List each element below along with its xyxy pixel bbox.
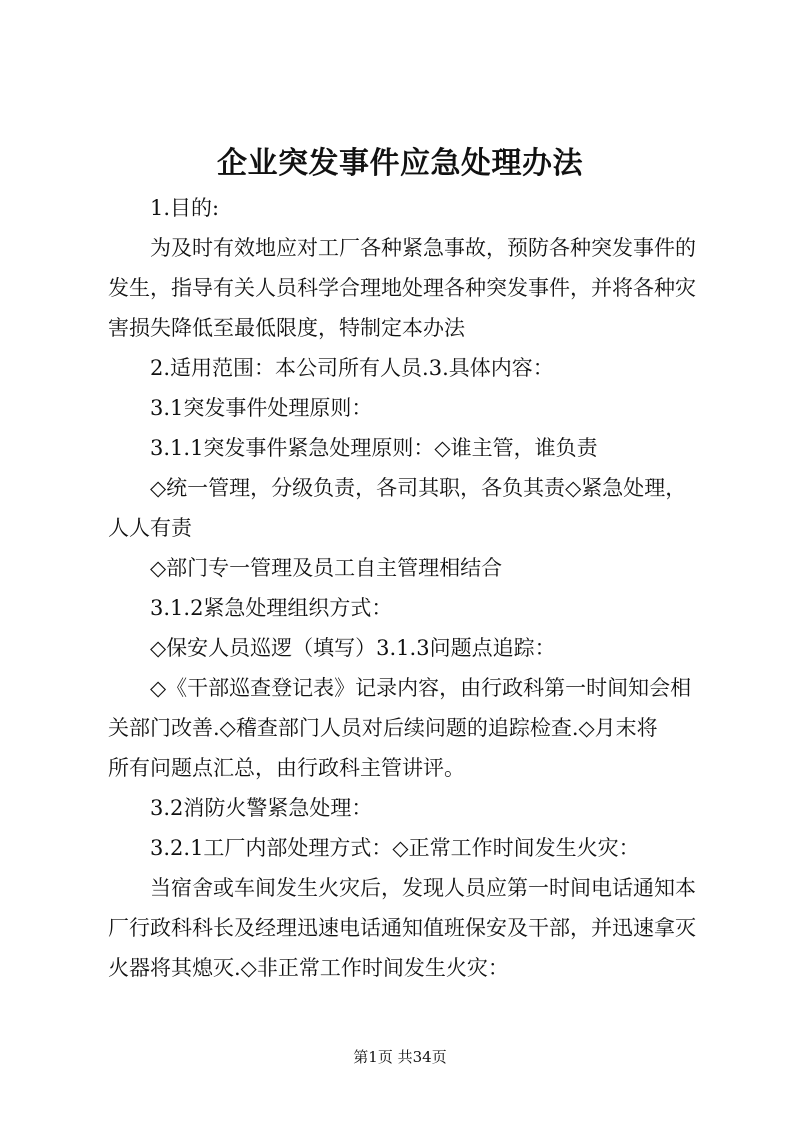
paragraph-principles-1 (108, 428, 708, 468)
paragraph-patrol (108, 628, 708, 668)
text-line: 为及时有效地应对工厂各种紧急事故，预防各种突发事件的 (150, 236, 696, 260)
paragraph-principles-heading (108, 388, 708, 428)
document-body (108, 188, 708, 988)
text-line: ◇《干部巡查登记表》记录内容，由行政科第一时间知会相 (150, 676, 692, 700)
text-line: 1.目的: (150, 196, 220, 220)
text-line: 3.2.1工厂内部处理方式：◇正常工作时间发生火灾： (150, 836, 640, 860)
text-line: 当宿舍或车间发生火灾后，发现人员应第一时间电话通知本 (150, 876, 696, 900)
paragraph-principles-3 (108, 548, 708, 588)
document-title: 企业突发事件应急处理办法 (217, 146, 583, 181)
paragraph-tracking (108, 668, 708, 788)
text-line: ◇保安人员巡逻（填写）3.1.3问题点追踪： (150, 636, 556, 660)
text-line: 3.2消防火警紧急处理： (150, 796, 373, 820)
text-line: 3.1.2紧急处理组织方式： (150, 596, 393, 620)
paragraph-fire-heading (108, 788, 708, 828)
text-line: 3.1.1突发事件紧急处理原则：◇谁主管，谁负责 (150, 436, 598, 460)
paragraph-fire-procedure (108, 868, 708, 988)
text-line: 所有问题点汇总，由行政科主管讲评。 (108, 756, 465, 780)
paragraph-purpose (108, 228, 708, 348)
page-footer: 第1页 共34页 (353, 1048, 447, 1066)
paragraph-organization (108, 588, 708, 628)
text-line: 人人有责 (108, 516, 192, 540)
text-line: 厂行政科科长及经理迅速电话通知值班保安及干部，并迅速拿灭 (108, 916, 696, 940)
text-line: ◇统一管理，分级负责，各司其职，各负其责◇紧急处理， (150, 476, 687, 500)
text-line: 发生，指导有关人员科学合理地处理各种突发事件，并将各种灾 (108, 276, 696, 300)
paragraph-scope (108, 348, 708, 388)
text-line: 2.适用范围：本公司所有人员.3.具体内容： (150, 356, 554, 380)
paragraph-fire-internal (108, 828, 708, 868)
text-line: ◇部门专一管理及员工自主管理相结合 (150, 556, 503, 580)
paragraph-principles-2 (108, 468, 708, 548)
paragraph-purpose-heading (108, 188, 708, 228)
text-line: 害损失降低至最低限度，特制定本办法 (108, 316, 465, 340)
text-line: 3.1突发事件处理原则： (150, 396, 373, 420)
text-line: 关部门改善.◇稽查部门人员对后续问题的追踪检查.◇月末将 (108, 716, 658, 740)
text-line: 火器将其熄灭.◇非正常工作时间发生火灾： (108, 956, 509, 980)
